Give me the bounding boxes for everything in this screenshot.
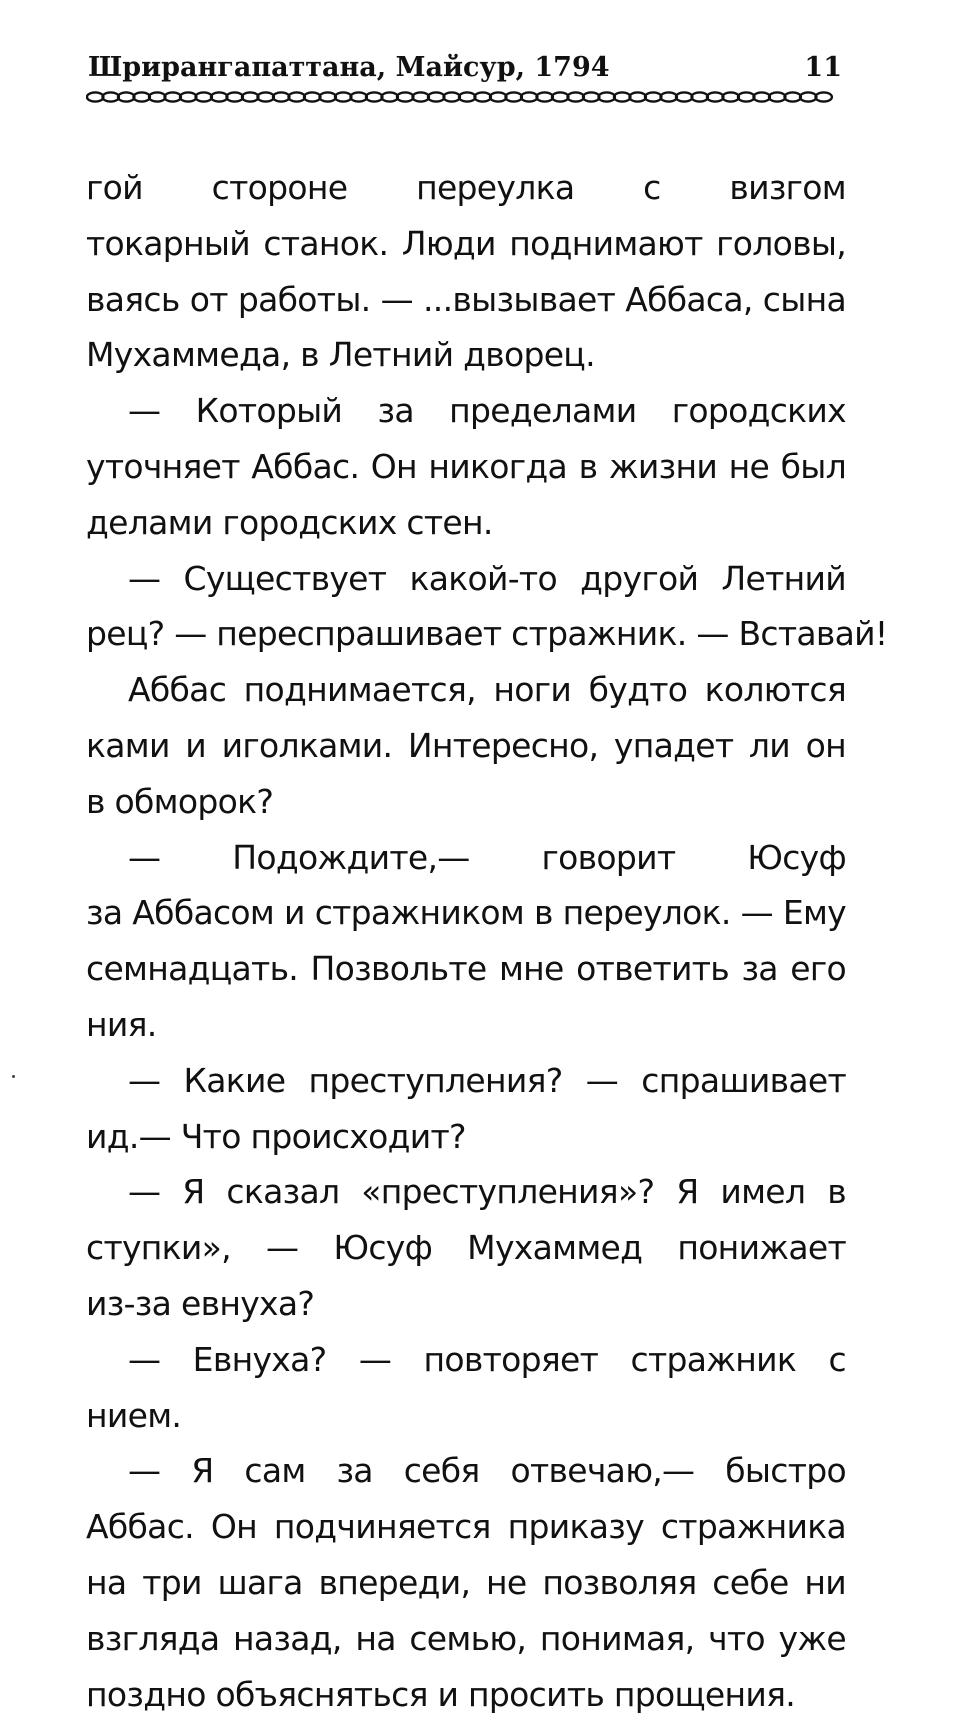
chain-link [506, 92, 522, 101]
chain-link [351, 92, 367, 101]
text-line: ид.— Что происходит? [86, 1116, 466, 1156]
text-line: — Существует какой-то другой Летний [128, 558, 846, 598]
text-line: Мухаммеда, в Летний дворец. [86, 335, 595, 375]
chain-ornament-icon [86, 90, 844, 104]
chain-link [676, 92, 692, 101]
text-line: рец? — переспрашивает стражник. — Вставай! [86, 614, 888, 654]
chain-link [134, 92, 150, 101]
chain-link [583, 92, 599, 101]
text-line: поздно объясняться и просить прощения. [86, 1674, 796, 1714]
chain-link [769, 92, 785, 101]
text-line: ступки», — Юсуф Мухаммед понижает [86, 1228, 846, 1268]
chain-link [723, 92, 739, 101]
chain-link [273, 92, 289, 101]
chain-link [87, 92, 103, 101]
chain-link [366, 92, 382, 101]
chain-link [118, 92, 134, 101]
chain-link [227, 92, 243, 101]
chain-link [630, 92, 646, 101]
chain-link [661, 92, 677, 101]
chain-link [335, 92, 351, 101]
chain-link [397, 92, 413, 101]
text-line: за Аббасом и стражником в переулок. — Ему [86, 893, 846, 933]
chain-link [320, 92, 336, 101]
chain-link [196, 92, 212, 101]
chain-link [242, 92, 258, 101]
text-line: в обморок? [86, 781, 274, 821]
running-head [88, 48, 842, 88]
chain-link [537, 92, 553, 101]
text-line: нием. [86, 1395, 182, 1435]
text-line: делами городских стен. [86, 502, 493, 542]
body-text [86, 160, 888, 1722]
chain-link [382, 92, 398, 101]
text-line: Аббас. Он подчиняется приказу стражника [86, 1507, 846, 1547]
chain-link [304, 92, 320, 101]
chain-link [614, 92, 630, 101]
text-line: — Который за пределами городских [128, 391, 846, 431]
text-line: токарный станок. Люди поднимают головы, [86, 223, 846, 263]
text-line: семнадцать. Позвольте мне ответить за его [86, 949, 846, 989]
chain-link [800, 92, 816, 101]
chain-link [165, 92, 181, 101]
chain-link [103, 92, 119, 101]
chain-link [490, 92, 506, 101]
chain-link [645, 92, 661, 101]
chain-link [149, 92, 165, 101]
page-number: 11 [804, 52, 842, 83]
chain-link [707, 92, 723, 101]
text-line: — Какие преступления? — спрашивает [128, 1060, 846, 1100]
text-line: Аббас поднимается, ноги будто колются [128, 670, 846, 710]
text-line: взгляда назад, на семью, понимая, что уже [86, 1618, 846, 1658]
chain-link [413, 92, 429, 101]
text-line: на три шага впереди, не позволяя себе ни [86, 1562, 846, 1602]
chain-link [258, 92, 274, 101]
text-line: ками и иголками. Интересно, упадет ли он [86, 725, 846, 765]
chain-link [692, 92, 708, 101]
chain-link [754, 92, 770, 101]
chain-link [568, 92, 584, 101]
chain-link [475, 92, 491, 101]
chain-link [428, 92, 444, 101]
chain-link [211, 92, 227, 101]
text-line: ваясь от работы. — ...вызывает Аббаса, сына [86, 279, 846, 319]
chain-link [459, 92, 475, 101]
text-line: — Евнуха? — повторяет стражник с [128, 1339, 846, 1379]
chain-link [816, 92, 832, 101]
chain-link [444, 92, 460, 101]
text-line: из-за евнуха? [86, 1283, 315, 1323]
chain-link [552, 92, 568, 101]
text-line: ния. [86, 1004, 157, 1044]
text-line: гой стороне переулка с визгом [86, 168, 846, 207]
chain-link [785, 92, 801, 101]
chapter-title: Шрирангапаттана, Майсур, 1794 [88, 52, 610, 83]
print-speck [12, 1075, 15, 1078]
decorative-chain-rule [86, 90, 844, 104]
chain-link [289, 92, 305, 101]
chain-link [521, 92, 537, 101]
chain-link [599, 92, 615, 101]
text-line: — Я сам за себя отвечаю,— быстро [128, 1451, 846, 1491]
text-line: — Подождите,— говорит Юсуф [128, 837, 846, 877]
chain-link [738, 92, 754, 101]
text-line: уточняет Аббас. Он никогда в жизни не был [86, 446, 846, 486]
text-line: — Я сказал «преступления»? Я имел в [128, 1172, 846, 1212]
chain-link [180, 92, 196, 101]
